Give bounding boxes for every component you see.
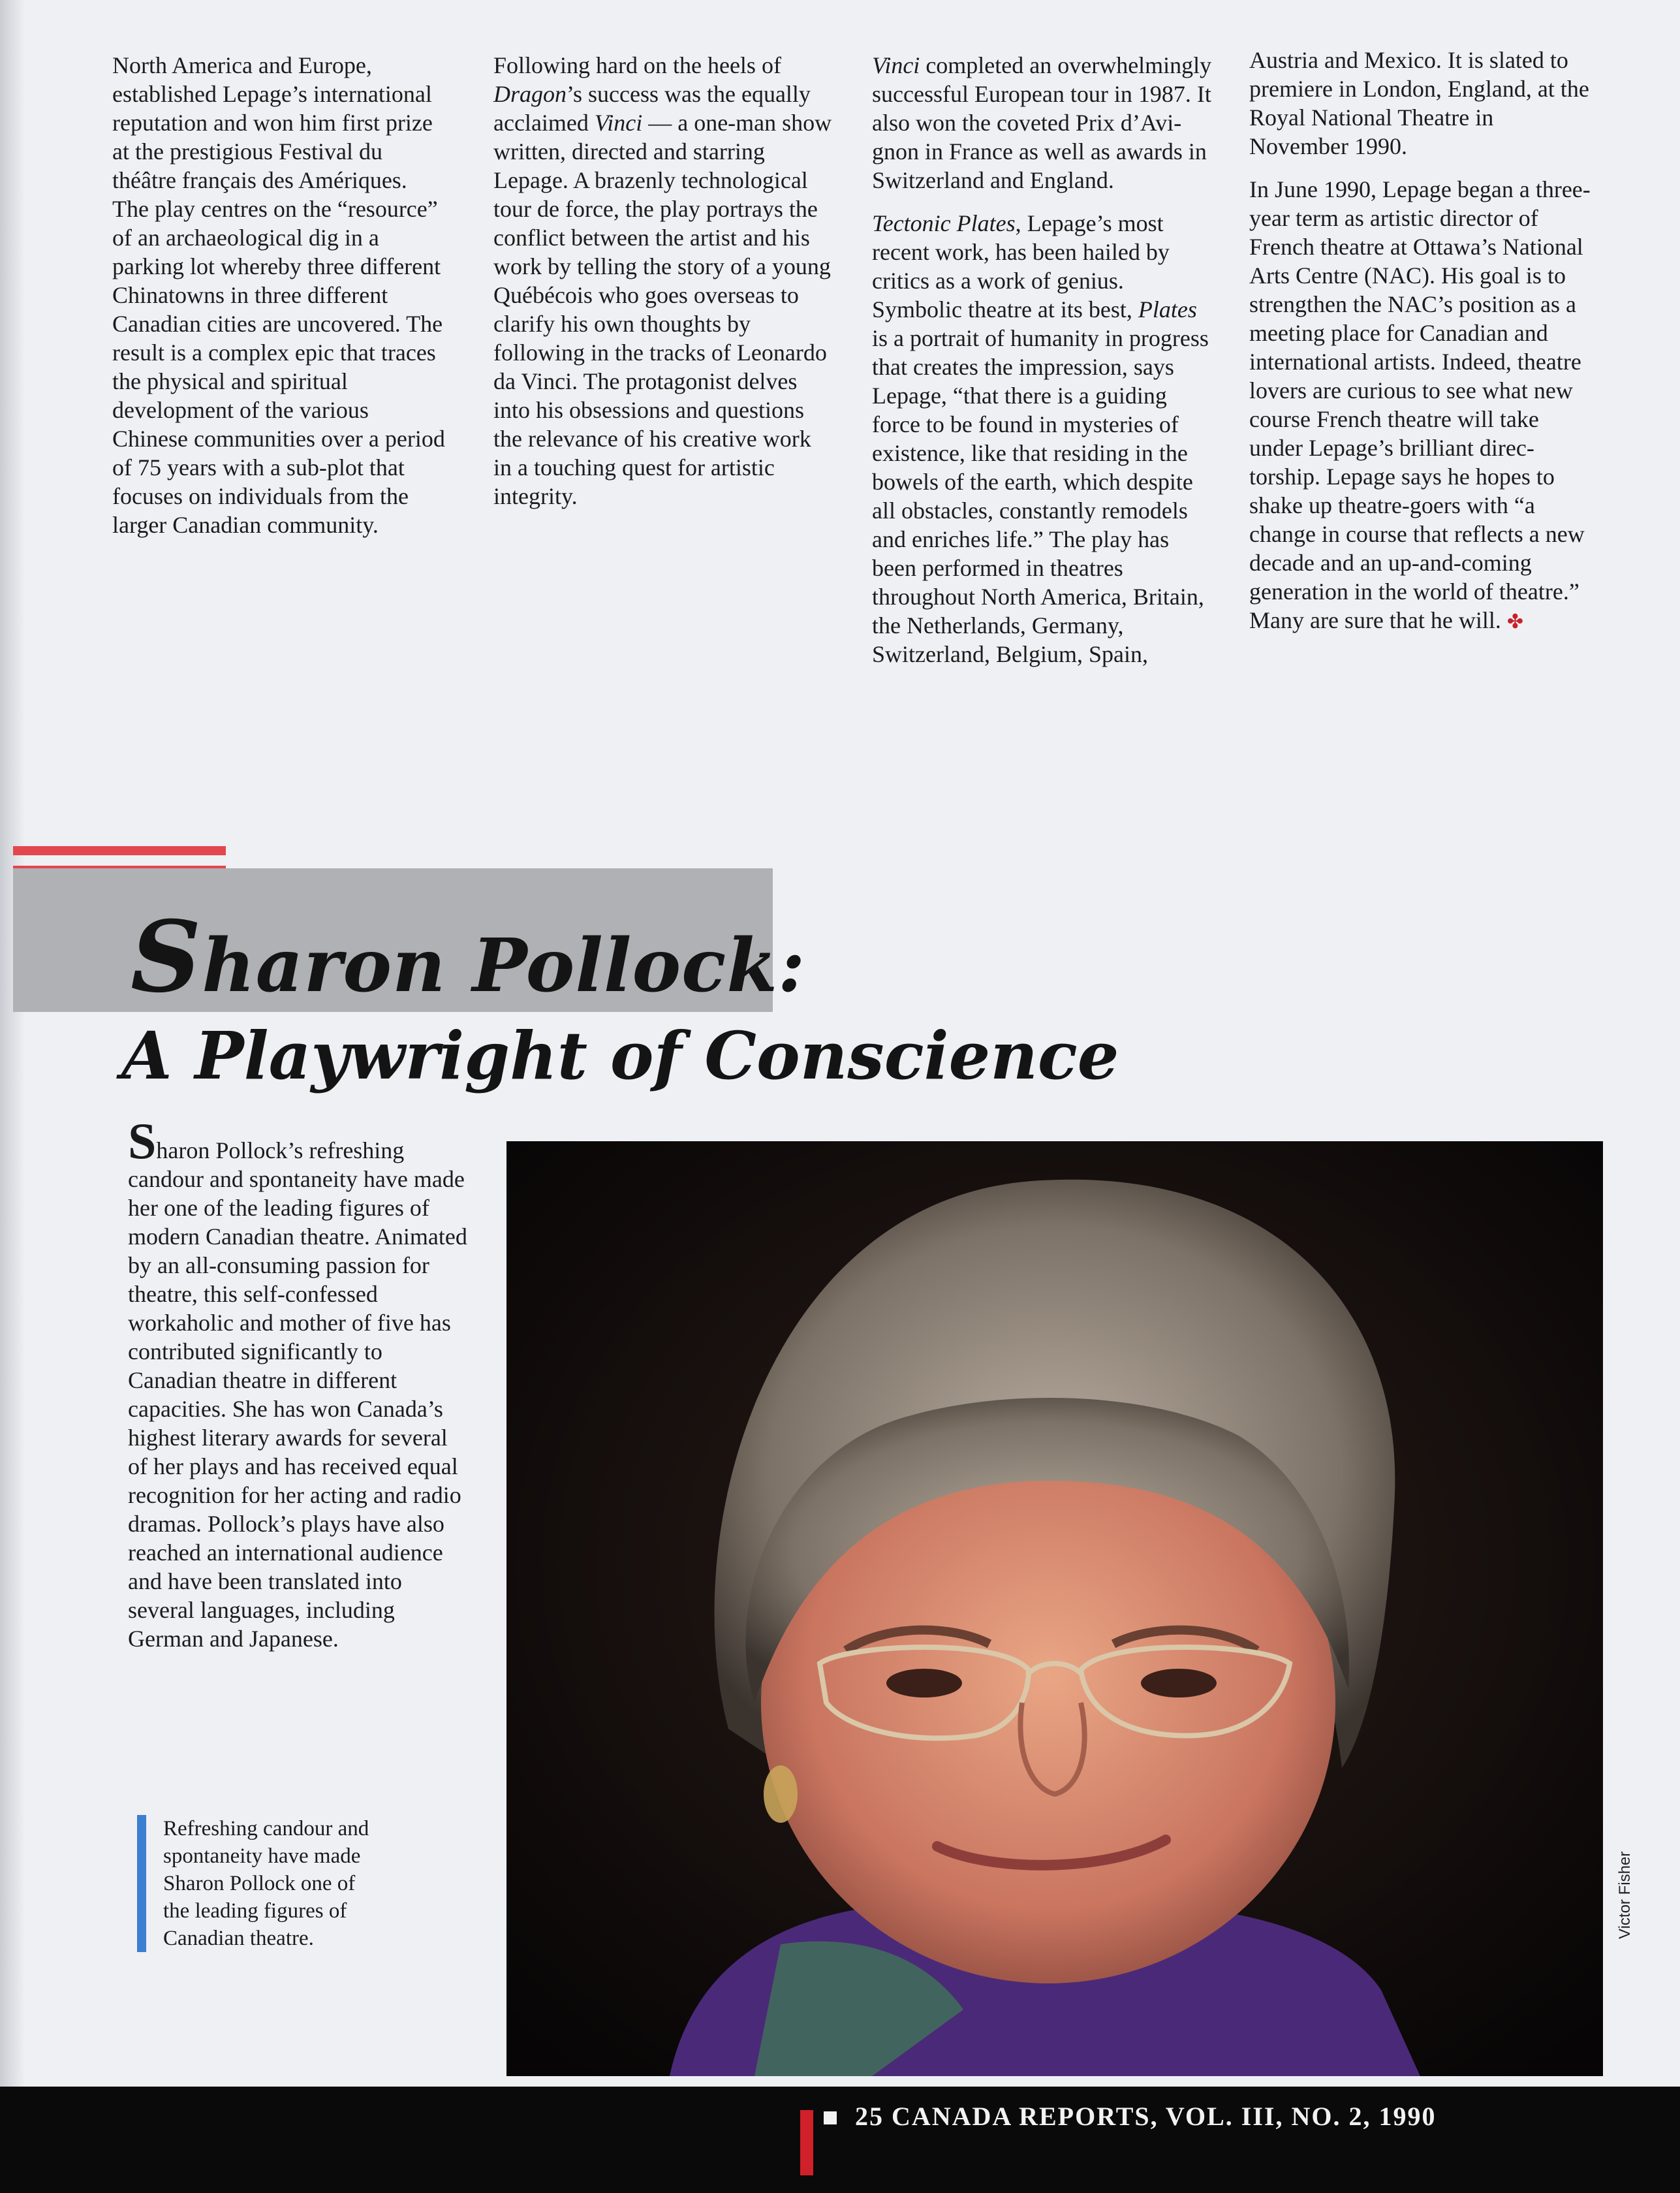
- column-3-paragraph-2: [872, 209, 1218, 669]
- col2-text-b: ’s success was the equally acclaimed: [493, 81, 811, 136]
- col2-text-a: Following hard on the heels of: [493, 52, 781, 78]
- title-vinci: Vinci: [872, 52, 920, 78]
- intro-text: haron Pollock’s refreshing candour and spontaneity have made her one of the leading figures of modern Canadian theatre. Animated by an all-consuming passion for theatre, this self-confessed workaholic and mother of five has contributed significantly to Canadian theatre in different capacities. She has won Canada’s highest literary awards for several of her plays and has received equal recognition for her acting and radio dramas. Pollock’s plays have also reached an international audience and have been translated into several languages, including German and Japanese.: [128, 1137, 467, 1652]
- photo-credit: Victor Fisher: [1616, 1851, 1634, 1939]
- column-2-paragraph: [493, 51, 833, 511]
- column-3-paragraph-1: [872, 51, 1218, 195]
- pull-quote: Refreshing candour and spontaneity have made Sharon Pollock one of the leading figures of Canadian theatre.: [137, 1815, 379, 1952]
- col2-text-c: — a one-man show written, directed and starring Lepage. A brazenly technological tour de force, the play portrays the conflict between the artist and his work by telling the story of a young Québécois who goes overseas to clarify his own thoughts by following in the tracks of Leonardo da Vinci. The protagonist delves into his obsessions and questions the relevance of his creative work in a touching quest for artistic integrity.: [493, 110, 832, 509]
- title-initial: S: [131, 900, 202, 1015]
- column-1-paragraph: North America and Europe, established Lepage’s international reputation and won him first prize at the prestigious Festival du théâtre français des Amériques. The play centres on the “resource” of an archaeological dig in a parking lot whereby three different Chinatowns in three different Canadian cities are uncovered. The result is a complex epic that traces the physical and spiritual development of the various Chinese communities over a period of 75 years with a sub-plot that focuses on individuals from the larger Canadian community.: [112, 52, 445, 538]
- text-column-3: [872, 51, 1218, 683]
- title-dragon: Dragon: [493, 81, 567, 107]
- maple-leaf-icon: ✤: [1506, 611, 1524, 633]
- article-subtitle: A Playwright of Conscience: [121, 1017, 1119, 1094]
- column-4-paragraph-1: Austria and Mexico. It is slated to premiere in London, England, at the Royal National Theatre in November 1990.: [1249, 47, 1589, 159]
- intro-paragraph: [128, 1112, 467, 1653]
- text-column-2: [493, 51, 833, 525]
- col4-text-2: In June 1990, Lepage began a three-year term as artistic director of French theatre at Ottawa’s National Arts Centre (NAC). His goal is to strengthen the NAC’s position as a meeting place for Canadian and international artists. Indeed, theatre lovers are curious to see what new course French theatre will take under Lepage’s brilliant directorship. Lepage says he hopes to shake up theatre-goers with “a change in course that reflects a new decade and an up-and-coming generation in the world of theatre.” Many are sure that he will.: [1249, 176, 1591, 633]
- text-column-1: [112, 51, 445, 554]
- title-plates: Plates: [1138, 296, 1197, 323]
- col3-text-2b: is a portrait of humanity in progress that creates the impression, says Lepage, “that there is a guiding force to be found in mysteries of existence, like that residing in the bowels of the earth, which despite all obstacles, constantly remodels and enriches life.” The play has been performed in theatres throughout North America, Britain, the Netherlands, Germany, Switzerland, Belgium, Spain,: [872, 325, 1209, 667]
- red-stripe: [13, 846, 226, 855]
- footer-square-icon: [824, 2111, 837, 2124]
- portrait-photo: [506, 1141, 1603, 2076]
- column-4-paragraph-2: [1249, 175, 1595, 637]
- footer-red-marker: [800, 2110, 813, 2175]
- title-tectonic-plates: Tectonic Plates: [872, 210, 1016, 236]
- footer-page-info: 25 CANADA REPORTS, VOL. III, NO. 2, 1990: [855, 2102, 1437, 2131]
- title-vinci: Vinci: [594, 110, 643, 136]
- page-fold-shadow: [0, 0, 25, 2193]
- article-title: [131, 900, 805, 1015]
- drop-cap: S: [128, 1112, 157, 1169]
- portrait-illustration: [506, 1141, 1603, 2076]
- title-rest: haron Pollock:: [202, 923, 806, 1009]
- col3-text-2a: , Lepage’s most recent work, has been hailed by critics as a work of genius. Symbolic theatre at its best,: [872, 210, 1170, 323]
- col3-text-1: completed an overwhelmingly successful European tour in 1987. It also won the coveted Prix d’Avignon in France as well as awards in Switzerland and England.: [872, 52, 1212, 193]
- text-column-4: [1249, 46, 1595, 651]
